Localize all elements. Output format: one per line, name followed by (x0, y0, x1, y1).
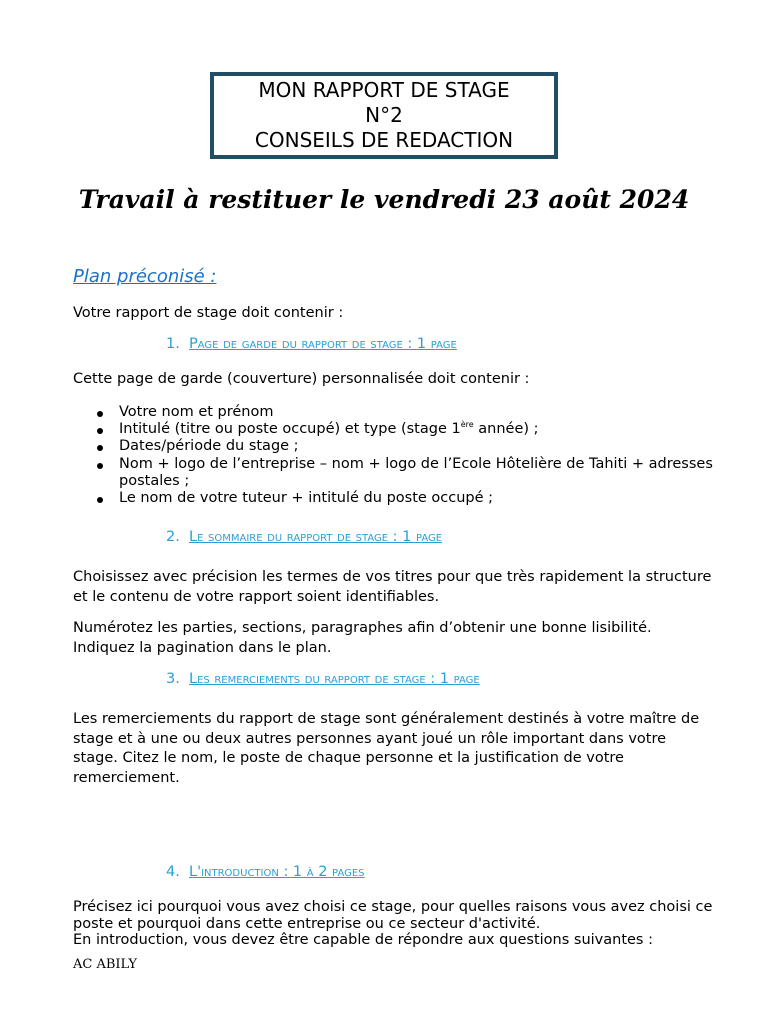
section-number: 3. (166, 671, 180, 687)
list-item (73, 490, 713, 507)
introduction-paragraph-2: En introduction, vous devez être capable de répondre aux questions suivantes : (73, 932, 653, 948)
sommaire-paragraph-2: Numérotez les parties, sections, paragraphes afin d’obtenir une bonne lisibilité. Indiquez la pagination dans le plan. (73, 620, 652, 656)
title-line-1: MON RAPPORT DE STAGE (258, 78, 510, 102)
section-title: L'introduction : 1 à 2 pages (189, 864, 365, 880)
section-title: Page de garde du rapport de stage : 1 page (189, 336, 457, 352)
list-item (73, 404, 713, 421)
bullet-icon (97, 463, 103, 469)
list-item-text: Dates/période du stage ; (119, 438, 299, 455)
superscript-text: ère (460, 420, 474, 430)
sommaire-paragraph-1: Choisissez avec précision les termes de vos titres pour que très rapidement la structure et le contenu de votre rapport soient identifiables. (73, 569, 712, 605)
list-item (73, 456, 713, 490)
section-heading-2 (166, 529, 442, 545)
introduction-paragraph-1: Précisez ici pourquoi vous avez choisi ce stage, pour quelles raisons vous avez choisi ce poste et pourquoi dans cette entreprise ou ce secteur d'activité. (73, 899, 713, 932)
list-item-text: année) ; (473, 421, 539, 438)
list-item-text: Intitulé (titre ou poste occupé) et type (stage 1 (119, 421, 461, 438)
cover-contents-list (73, 404, 713, 507)
section-number: 1. (166, 336, 180, 352)
section-number: 4. (166, 864, 180, 880)
remerciements-paragraph: Les remerciements du rapport de stage sont généralement destinés à votre maître de stage et à une ou deux autres personnes ayant joué un rôle important dans votre stage. Citez le nom, le poste de chaque personne et la justification de votre remerciement. (73, 711, 700, 786)
list-item-text: Votre nom et prénom (119, 404, 274, 420)
bullet-icon (97, 497, 103, 503)
bullet-icon (97, 428, 103, 434)
list-item-text: Le nom de votre tuteur + intitulé du poste occupé ; (119, 490, 494, 507)
bullet-icon (97, 445, 103, 451)
section-heading-1 (166, 336, 457, 352)
plan-heading: Plan préconisé : (73, 266, 217, 287)
cover-intro-paragraph: Cette page de garde (couverture) personnalisée doit contenir : (73, 371, 530, 387)
bullet-icon (97, 411, 103, 417)
list-item (73, 438, 713, 455)
section-number: 2. (166, 529, 180, 545)
page-footer: AC ABILY (73, 957, 137, 972)
title-line-2: N°2 (365, 103, 403, 127)
section-heading-3 (166, 671, 480, 687)
list-item-text: Nom + logo de l’entreprise – nom + logo de l’Ecole Hôtelière de Tahiti + adresses postales ; (119, 455, 713, 489)
section-title: Les remerciements du rapport de stage : 1 page (189, 671, 480, 687)
section-title: Le sommaire du rapport de stage : 1 page (189, 529, 443, 545)
title-line-3: CONSEILS DE REDACTION (254, 128, 514, 152)
title-box (210, 72, 558, 159)
deadline-subtitle: Travail à restituer le vendredi 23 août 2024 (78, 185, 690, 214)
intro-paragraph: Votre rapport de stage doit contenir : (73, 305, 344, 321)
section-heading-4 (166, 864, 365, 880)
list-item (73, 421, 713, 438)
